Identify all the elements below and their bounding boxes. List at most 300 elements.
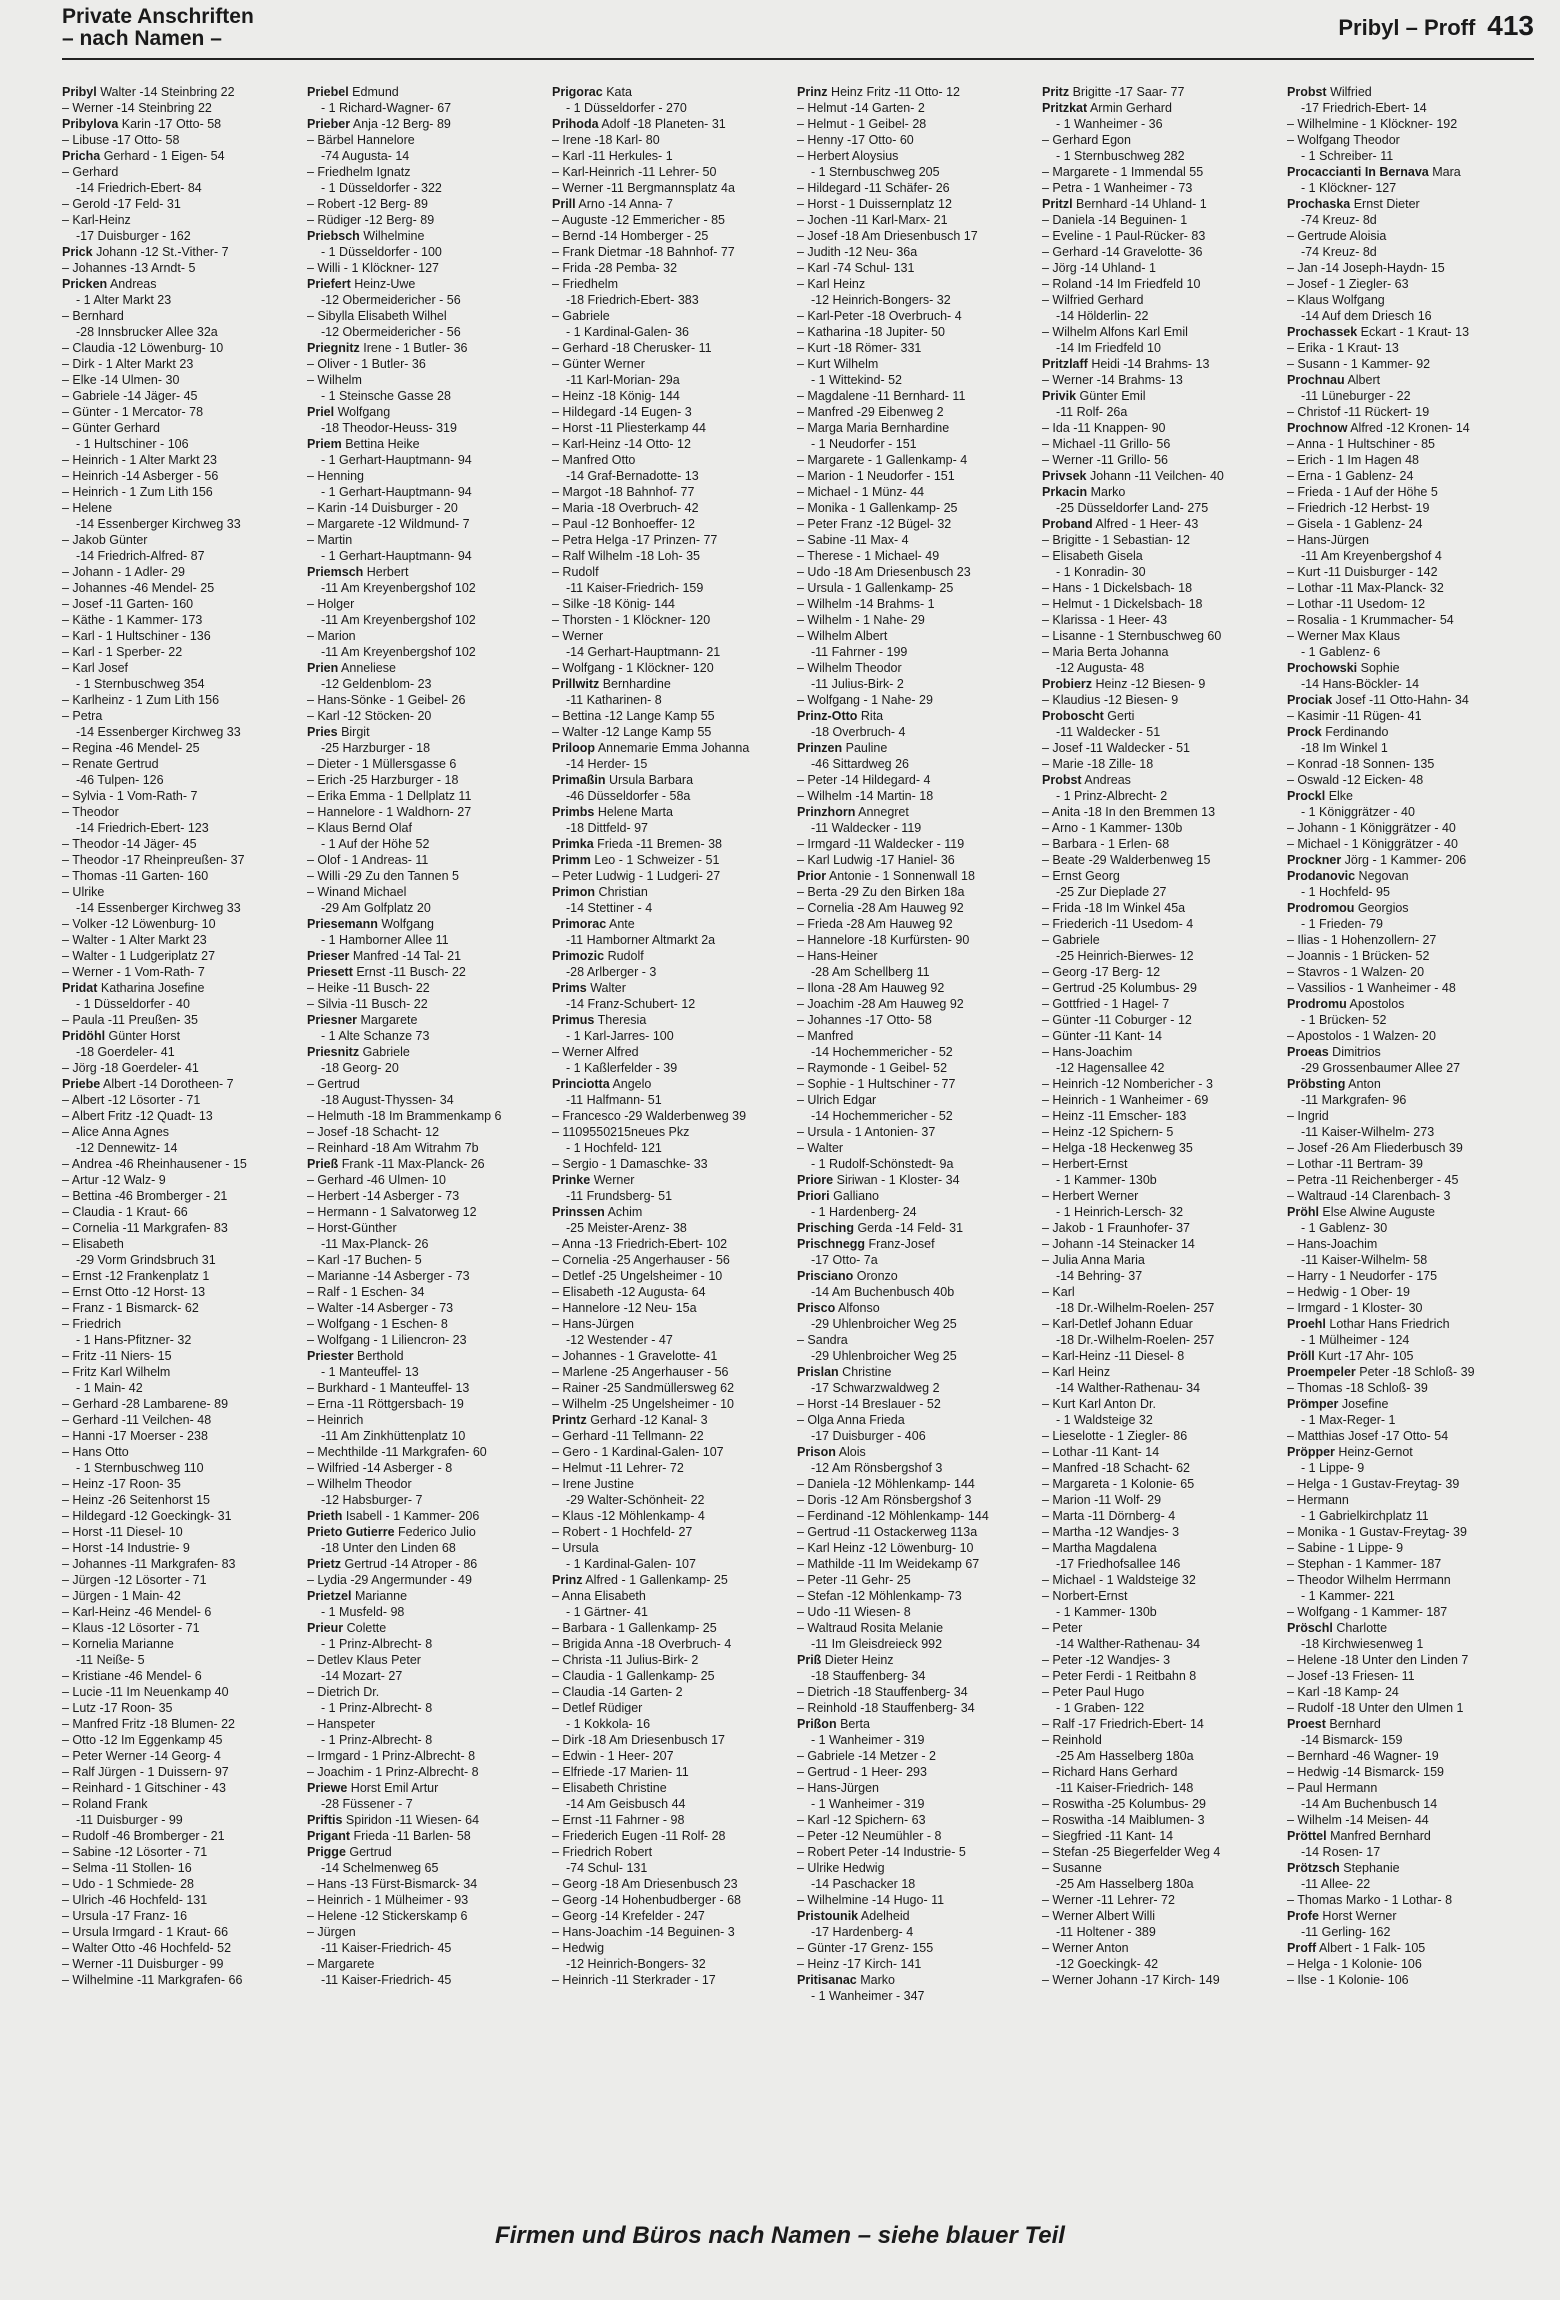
directory-entry: -28 Am Schellberg 11 [811, 965, 930, 979]
directory-entry: – Peter -11 Gehr- 25 [797, 1573, 911, 1587]
directory-entry: - 1 Königgrätzer - 40 [1301, 805, 1415, 819]
directory-entry: – Udo - 1 Schmiede- 28 [62, 1877, 195, 1891]
directory-entry: – Claudia -12 Löwenburg- 10 [62, 341, 224, 355]
directory-entry: – Georg -14 Krefelder - 247 [552, 1909, 705, 1923]
surname: Prkacin [1042, 485, 1088, 499]
directory-entry: – Gerhard -28 Lambarene- 89 [62, 1397, 229, 1411]
surname: Probst [1042, 773, 1082, 787]
directory-entry: – Brigida Anna -18 Overbruch- 4 [552, 1637, 732, 1651]
directory-entry: – Josef -11 Waldecker - 51 [1042, 741, 1190, 755]
directory-entry: Prockner Jörg - 1 Kammer- 206 [1287, 853, 1467, 867]
directory-entry: – Thorsten - 1 Klöckner- 120 [552, 613, 711, 627]
directory-entry: - 1 Waldsteige 32 [1056, 1413, 1153, 1427]
directory-entry: - 1 Wanheimer - 319 [811, 1733, 925, 1747]
directory-entry: Pristounik Adelheid [797, 1909, 910, 1923]
directory-entry: Priesemann Wolfgang [307, 917, 434, 931]
directory-entry: – Hildegard -11 Schäfer- 26 [797, 181, 950, 195]
directory-entry: – Julia Anna Maria [1042, 1253, 1145, 1267]
directory-entry: – Werner [552, 629, 604, 643]
directory-entry: – Walter [797, 1141, 844, 1155]
directory-entry: – Werner -14 Brahms- 13 [1042, 373, 1183, 387]
directory-entry: – Robert Peter -14 Industrie- 5 [797, 1845, 966, 1859]
surname: Priefert [307, 277, 351, 291]
directory-entry: – Hedwig -14 Bismarck- 159 [1287, 1765, 1445, 1779]
directory-entry: – Werner Johann -17 Kirch- 149 [1042, 1973, 1220, 1987]
directory-entry: – Stefan -25 Biegerfelder Weg 4 [1042, 1845, 1221, 1859]
directory-entry: – Martha -12 Wandjes- 3 [1042, 1525, 1180, 1539]
directory-entry: Prochassek Eckart - 1 Kraut- 13 [1287, 325, 1470, 339]
directory-entry: - 1 Kammer- 130b [1056, 1173, 1157, 1187]
directory-entry: – Ursula - 1 Gallenkamp- 25 [797, 581, 954, 595]
directory-entry: – Ralf - 1 Eschen- 34 [307, 1285, 425, 1299]
directory-entry: – Karl Heinz [797, 277, 866, 291]
directory-entry: - 1 Gerhart-Hauptmann- 94 [321, 453, 472, 467]
surname: Pristounik [797, 1909, 859, 1923]
surname: Proest [1287, 1717, 1326, 1731]
directory-entry: -18 Theodor-Heuss- 319 [321, 421, 457, 435]
directory-entry: – Friederich Eugen -11 Rolf- 28 [552, 1829, 726, 1843]
directory-entry: – Ulrike [62, 885, 105, 899]
directory-entry: – Heinrich -12 Nombericher - 3 [1042, 1077, 1213, 1091]
directory-entry: - 1 Manteuffel- 13 [321, 1365, 419, 1379]
directory-entry: – Burkhard - 1 Manteuffel- 13 [307, 1381, 470, 1395]
directory-entry: – Olga Anna Frieda [797, 1413, 905, 1427]
directory-entry: -18 Stauffenberg- 34 [811, 1669, 926, 1683]
surname: Priebe [62, 1077, 101, 1091]
directory-entry: – Georg -14 Hohenbudberger - 68 [552, 1893, 742, 1907]
directory-entry: Priesett Ernst -11 Busch- 22 [307, 965, 466, 979]
directory-entry: – Mechthilde -11 Markgrafen- 60 [307, 1445, 487, 1459]
surname: Pridat [62, 981, 98, 995]
directory-entry: – Petra [62, 709, 103, 723]
directory-entry: - 1 Graben- 122 [1056, 1701, 1145, 1715]
directory-entry: – Udo -18 Am Driesenbusch 23 [797, 565, 971, 579]
directory-entry: Prockl Elke [1287, 789, 1354, 803]
surname: Priftis [307, 1813, 343, 1827]
directory-entry: – Ursula Irmgard - 1 Kraut- 66 [62, 1925, 229, 1939]
directory-entry: -14 Auf dem Driesch 16 [1301, 309, 1432, 323]
directory-entry: – Marion - 1 Neudorfer - 151 [797, 469, 955, 483]
directory-entry: - 1 Kammer- 130b [1056, 1605, 1157, 1619]
directory-entry: – Lucie -11 Im Neuenkamp 40 [62, 1685, 229, 1699]
directory-entry: - 1 Sternbuschweg 110 [76, 1461, 204, 1475]
directory-entry: -29 Uhlenbroicher Weg 25 [811, 1317, 957, 1331]
directory-entry: – Sergio - 1 Damaschke- 33 [552, 1157, 708, 1171]
directory-entry: – Jürgen - 1 Main- 42 [62, 1589, 181, 1603]
directory-entry: – Ernst Otto -12 Horst- 13 [62, 1285, 206, 1299]
directory-entry: – Theodor Wilhelm Herrmann [1287, 1573, 1451, 1587]
directory-entry: – Eveline - 1 Paul-Rücker- 83 [1042, 229, 1206, 243]
directory-entry: – Gero - 1 Kardinal-Galen- 107 [552, 1445, 724, 1459]
directory-entry: – Karl Heinz -12 Löwenburg- 10 [797, 1541, 974, 1555]
directory-entry: - 1 Kammer- 221 [1301, 1589, 1395, 1603]
directory-entry: – Elisabeth -12 Augusta- 64 [552, 1285, 706, 1299]
directory-entry: -12 Augusta- 48 [1056, 661, 1145, 675]
surname: Prinzen [797, 741, 843, 755]
directory-entry: – Albert Fritz -12 Quadt- 13 [62, 1109, 213, 1123]
directory-entry: – Lothar -11 Max-Planck- 32 [1287, 581, 1444, 595]
directory-entry: – Manfred -29 Eibenweg 2 [797, 405, 944, 419]
directory-entry: – Josef -13 Friesen- 11 [1287, 1669, 1415, 1683]
directory-entry: Pribylova Karin -17 Otto- 58 [62, 117, 222, 131]
directory-entry: – Manfred Otto [552, 453, 636, 467]
directory-entry: – Hans-Jürgen [552, 1317, 634, 1331]
directory-entry: – Waltraud -14 Clarenbach- 3 [1287, 1189, 1451, 1203]
surname: Pritzl [1042, 197, 1073, 211]
directory-entry: – Peter [1042, 1621, 1083, 1635]
directory-entry: -12 Obermeidericher - 56 [321, 293, 461, 307]
directory-entry: -11 Lüneburger - 22 [1301, 389, 1411, 403]
directory-entry: – Karin -14 Duisburger - 20 [307, 501, 458, 515]
directory-entry: – Paula -11 Preußen- 35 [62, 1013, 198, 1027]
directory-entry: – Bernhard [62, 309, 124, 323]
directory-entry: – Andrea -46 Rheinhausener - 15 [62, 1157, 247, 1171]
directory-entry: – Sylvia - 1 Vom-Rath- 7 [62, 789, 198, 803]
directory-entry: – Karl - 1 Sperber- 22 [62, 645, 183, 659]
directory-entry: – Ulrike Hedwig [797, 1861, 885, 1875]
directory-entry: - 1 Brücken- 52 [1301, 1013, 1387, 1027]
directory-entry: – Ulrich Edgar [797, 1093, 877, 1107]
directory-entry: – 1109550215neues Pkz [552, 1125, 690, 1139]
directory-entry: - 1 Gerhart-Hauptmann- 94 [321, 485, 472, 499]
directory-entry: – Libuse -17 Otto- 58 [62, 133, 180, 147]
directory-entry: -11 Hamborner Altmarkt 2a [566, 933, 716, 947]
surname: Prisco [797, 1301, 836, 1315]
directory-entry: Pritzl Bernhard -14 Uhland- 1 [1042, 197, 1207, 211]
surname: Probierz [1042, 677, 1093, 691]
directory-entry: – Margot -18 Bahnhof- 77 [552, 485, 695, 499]
directory-entry: – Gertrud [307, 1077, 360, 1091]
directory-entry: Prisciano Oronzo [797, 1269, 898, 1283]
directory-entry: Prinz Alfred - 1 Gallenkamp- 25 [552, 1573, 728, 1587]
directory-entry: – Helmut -11 Lehrer- 72 [552, 1461, 684, 1475]
directory-entry: – Hannelore -12 Neu- 15a [552, 1301, 697, 1315]
directory-entry: – Joannis - 1 Brücken- 52 [1287, 949, 1430, 963]
directory-entry: Prior Antonie - 1 Sonnenwall 18 [797, 869, 975, 883]
directory-entry: – Wolfgang - 1 Kammer- 187 [1287, 1605, 1448, 1619]
directory-entry: – Marga Maria Bernhardine [797, 421, 950, 435]
surname: Priesner [307, 1013, 358, 1027]
directory-column [307, 84, 552, 2204]
surname: Princiotta [552, 1077, 610, 1091]
directory-entry: -14 Essenberger Kirchweg 33 [76, 517, 241, 531]
directory-entry: -14 Hans-Böckler- 14 [1301, 677, 1420, 691]
directory-entry: – Wilhelm Alfons Karl Emil [1042, 325, 1188, 339]
directory-entry: -29 Vorm Grindsbruch 31 [76, 1253, 216, 1267]
directory-entry: -11 Am Zinkhüttenplatz 10 [321, 1429, 466, 1443]
directory-entry: -25 Heinrich-Bierwes- 12 [1056, 949, 1194, 963]
directory-entry: -12 Habsburger- 7 [321, 1493, 423, 1507]
surname: Prihoda [552, 117, 599, 131]
directory-entry: - 1 Gerhart-Hauptmann- 94 [321, 549, 472, 563]
directory-entry: – Hans-Joachim [1042, 1045, 1133, 1059]
directory-entry: Prisching Gerda -14 Feld- 31 [797, 1221, 964, 1235]
directory-entry: -14 Bismarck- 159 [1301, 1733, 1403, 1747]
directory-entry: Prillwitz Bernhardine [552, 677, 671, 691]
directory-entry: – Thomas -18 Schloß- 39 [1287, 1381, 1428, 1395]
directory-entry: -11 Am Kreyenbergshof 102 [321, 581, 476, 595]
directory-entry: Prieser Manfred -14 Tal- 21 [307, 949, 462, 963]
directory-entry: -11 Holtener - 389 [1056, 1925, 1156, 1939]
directory-entry: – Siegfried -11 Kant- 14 [1042, 1829, 1174, 1843]
directory-entry: Prieber Anja -12 Berg- 89 [307, 117, 451, 131]
directory-entry: Pröttel Manfred Bernhard [1287, 1829, 1431, 1843]
directory-entry: Prisco Alfonso [797, 1301, 880, 1315]
directory-entry: - 1 Wanheimer - 347 [811, 1989, 925, 2003]
directory-entry: -29 Grossenbaumer Allee 27 [1301, 1061, 1461, 1075]
surname: Prinz-Otto [797, 709, 858, 723]
directory-entry: – Sibylla Elisabeth Wilhel [307, 309, 447, 323]
directory-entry: -11 Fahrner - 199 [811, 645, 908, 659]
directory-entry: – Helene -18 Unter den Linden 7 [1287, 1653, 1469, 1667]
directory-entry: – Klaus Wolfgang [1287, 293, 1385, 307]
surname: Privsek [1042, 469, 1087, 483]
surname: Prislan [797, 1365, 839, 1379]
directory-entry: – Josef - 1 Ziegler- 63 [1287, 277, 1409, 291]
directory-entry: – Petra Helga -17 Prinzen- 77 [552, 533, 718, 547]
directory-entry: - 1 Konradin- 30 [1056, 565, 1146, 579]
directory-entry: - 1 Hochfeld- 95 [1301, 885, 1390, 899]
directory-entry: – Werner - 1 Vom-Rath- 7 [62, 965, 205, 979]
directory-entry: -74 Augusta- 14 [321, 149, 410, 163]
directory-entry: – Erika Emma - 1 Dellplatz 11 [307, 789, 472, 803]
directory-entry: Probierz Heinz -12 Biesen- 9 [1042, 677, 1206, 691]
directory-entry: – Peter -14 Hildegard- 4 [797, 773, 931, 787]
directory-entry: Priesnitz Gabriele [307, 1045, 410, 1059]
surname: Privik [1042, 389, 1077, 403]
directory-entry: – Oliver - 1 Butler- 36 [307, 357, 426, 371]
directory-entry: – Detlef Rüdiger [552, 1701, 643, 1715]
directory-entry: – Kasimir -11 Rügen- 41 [1287, 709, 1422, 723]
directory-entry: – Karl -11 Herkules- 1 [552, 149, 673, 163]
directory-entry: – Hermann - 1 Salvatorweg 12 [307, 1205, 477, 1219]
directory-entry: – Winand Michael [307, 885, 407, 899]
directory-entry: – Karl-Detlef Johann Eduar [1042, 1317, 1193, 1331]
directory-entry: Primka Frieda -11 Bremen- 38 [552, 837, 722, 851]
directory-entry: – Michael -11 Grillo- 56 [1042, 437, 1171, 451]
directory-entry: – Elisabeth Christine [552, 1781, 667, 1795]
surname: Priem [307, 437, 342, 451]
directory-entry: Prochowski Sophie [1287, 661, 1400, 675]
surname: Priesemann [307, 917, 378, 931]
directory-entry: – Helmut - 1 Dickelsbach- 18 [1042, 597, 1203, 611]
directory-entry: -11 Im Gleisdreieck 992 [811, 1637, 943, 1651]
directory-entry: – Helmut - 1 Geibel- 28 [797, 117, 927, 131]
directory-entry: – Wilhelm -14 Brahms- 1 [797, 597, 935, 611]
directory-entry: – Stavros - 1 Walzen- 20 [1287, 965, 1425, 979]
directory-entry: Priloop Annemarie Emma Johanna [552, 741, 750, 755]
directory-entry: -11 Kaiser-Friedrich- 159 [566, 581, 704, 595]
directory-entry: – Friedhelm [552, 277, 618, 291]
directory-entry: Princiotta Angelo [552, 1077, 652, 1091]
surname: Priester [307, 1349, 354, 1363]
directory-entry: – Friedhelm Ignatz [307, 165, 411, 179]
directory-entry: – Lothar -11 Usedom- 12 [1287, 597, 1426, 611]
directory-entry: – Bettina -46 Bromberger - 21 [62, 1189, 228, 1203]
directory-entry: Primus Theresia [552, 1013, 647, 1027]
directory-entry: – Bettina -12 Lange Kamp 55 [552, 709, 715, 723]
surname: Prinzhorn [797, 805, 856, 819]
directory-entry: – Margarete - 1 Immendal 55 [1042, 165, 1204, 179]
directory-entry: -25 Zur Dieplade 27 [1056, 885, 1167, 899]
directory-entry: – Lisanne - 1 Sternbuschweg 60 [1042, 629, 1222, 643]
directory-entry: – Willi -29 Zu den Tannen 5 [307, 869, 459, 883]
directory-entry: -46 Sittardweg 26 [811, 757, 909, 771]
directory-entry: – Dieter - 1 Müllersgasse 6 [307, 757, 457, 771]
directory-entry: - 1 Alter Markt 23 [76, 293, 172, 307]
directory-entry: -12 Westender - 47 [566, 1333, 673, 1347]
surname: Pröhl [1287, 1205, 1319, 1219]
directory-entry: -11 Am Kreyenbergshof 102 [321, 645, 476, 659]
directory-entry: -11 Katharinen- 8 [566, 693, 662, 707]
surname: Priewe [307, 1781, 348, 1795]
directory-entry: – Elisabeth Gisela [1042, 549, 1143, 563]
surname: Primus [552, 1013, 595, 1027]
directory-entry: Prieto Gutierre Federico Julio [307, 1525, 476, 1539]
directory-entry: -14 Behring- 37 [1056, 1269, 1143, 1283]
surname: Pricha [62, 149, 101, 163]
directory-entry: Prochnow Alfred -12 Kronen- 14 [1287, 421, 1470, 435]
directory-entry: – Werner -14 Steinbring 22 [62, 101, 212, 115]
directory-entry: – Ralf Wilhelm -18 Loh- 35 [552, 549, 700, 563]
directory-entry: – Anna -13 Friedrich-Ebert- 102 [552, 1237, 728, 1251]
directory-entry: -17 Duisburger - 162 [76, 229, 191, 243]
directory-entry: – Elfriede -17 Marien- 11 [552, 1765, 689, 1779]
directory-entry: – Willi - 1 Klöckner- 127 [307, 261, 439, 275]
directory-entry: Profe Horst Werner [1287, 1909, 1397, 1923]
section-title-line2: – nach Namen – [62, 27, 222, 50]
directory-entry: Prigorac Kata [552, 85, 632, 99]
directory-entry: -12 Heinrich-Bongers- 32 [811, 293, 951, 307]
surname: Prietzel [307, 1589, 352, 1603]
directory-entry: - 1 Prinz-Albrecht- 2 [1056, 789, 1168, 803]
directory-entry: – Fritz Karl Wilhelm [62, 1365, 171, 1379]
directory-entry: - 1 Hamborner Allee 11 [321, 933, 449, 947]
directory-entry: – Barbara - 1 Erlen- 68 [1042, 837, 1170, 851]
directory-entry: – Erich - 1 Im Hagen 48 [1287, 453, 1420, 467]
directory-entry: – Johann - 1 Adler- 29 [62, 565, 185, 579]
surname: Priel [307, 405, 335, 419]
surname: Prinz [797, 85, 828, 99]
directory-entry: – Josef -26 Am Fliederbusch 39 [1287, 1141, 1463, 1155]
directory-entry: – Friedrich [62, 1317, 122, 1331]
directory-entry: – Jakob Günter [62, 533, 148, 547]
directory-entry: Priori Galliano [797, 1189, 879, 1203]
directory-entry: – Magdalene -11 Bernhard- 11 [797, 389, 966, 403]
directory-entry: Pröll Kurt -17 Ahr- 105 [1287, 1349, 1414, 1363]
directory-entry: – Thomas -11 Garten- 160 [62, 869, 209, 883]
directory-entry: Prislan Christine [797, 1365, 892, 1379]
directory-entry: - 1 Kardinal-Galen- 107 [566, 1557, 696, 1571]
directory-entry: - 1 Hardenberg- 24 [811, 1205, 917, 1219]
directory-entry: – Manfred [797, 1029, 854, 1043]
directory-entry: – Roswitha -14 Maiblumen- 3 [1042, 1813, 1205, 1827]
directory-entry: – Irene -18 Karl- 80 [552, 133, 660, 147]
directory-entry: – Peter Werner -14 Georg- 4 [62, 1749, 221, 1763]
directory-entry: -18 Kirchwiesenweg 1 [1301, 1637, 1424, 1651]
surname: Prinssen [552, 1205, 605, 1219]
directory-entry: – Georg -17 Berg- 12 [1042, 965, 1161, 979]
directory-entry: – Ralf Jürgen - 1 Duissern- 97 [62, 1765, 229, 1779]
surname: Prieber [307, 117, 351, 131]
directory-entry: – Margarete -12 Wildmund- 7 [307, 517, 470, 531]
directory-entry: – Henning [307, 469, 364, 483]
directory-entry: - 1 Sternbuschweg 205 [811, 165, 940, 179]
directory-entry: – Werner Alfred [552, 1045, 639, 1059]
directory-entry: – Peter -12 Neumühler - 8 [797, 1829, 942, 1843]
surname: Primka [552, 837, 594, 851]
directory-entry: - 1 Prinz-Albrecht- 8 [321, 1637, 433, 1651]
surname: Pritisanac [797, 1973, 857, 1987]
directory-column [1287, 84, 1532, 2204]
directory-entry: – Heinz -17 Kirch- 141 [797, 1957, 922, 1971]
directory-entry: Prinke Werner [552, 1173, 635, 1187]
directory-entry: – Lothar -11 Bertram- 39 [1287, 1157, 1423, 1171]
directory-entry: – Peter Ferdi - 1 Reitbahn 8 [1042, 1669, 1197, 1683]
directory-entry: – Ilona -28 Am Hauweg 92 [797, 981, 945, 995]
directory-entry: Prinz Heinz Fritz -11 Otto- 12 [797, 85, 961, 99]
surname: Prinz [552, 1573, 583, 1587]
directory-entry: – Artur -12 Walz- 9 [62, 1173, 166, 1187]
directory-entry: Pritisanac Marko [797, 1973, 895, 1987]
directory-entry: – Walter - 1 Ludgeriplatz 27 [62, 949, 216, 963]
directory-entry: – Irmgard - 1 Kloster- 30 [1287, 1301, 1423, 1315]
directory-entry: – Daniela -12 Möhlenkamp- 144 [797, 1477, 975, 1491]
directory-entry: Pröhl Else Alwine Auguste [1287, 1205, 1435, 1219]
directory-entry: – Hedwig [552, 1941, 605, 1955]
directory-entry: – Hans-Jürgen [1287, 533, 1369, 547]
directory-entry: – Gerold -17 Feld- 31 [62, 197, 181, 211]
surname: Priloop [552, 741, 596, 755]
directory-entry: – Wilhelm -25 Ungelsheimer - 10 [552, 1397, 735, 1411]
directory-entry: – Alice Anna Agnes [62, 1125, 170, 1139]
surname: Prockl [1287, 789, 1326, 803]
directory-entry: – Konrad -18 Sonnen- 135 [1287, 757, 1435, 771]
directory-entry: – Johannes -17 Otto- 58 [797, 1013, 932, 1027]
directory-entry: – Karl Heinz [1042, 1365, 1111, 1379]
directory-entry: – Norbert-Ernst [1042, 1589, 1128, 1603]
surname: Proff [1287, 1941, 1317, 1955]
directory-entry: – Michael - 1 Waldsteige 32 [1042, 1573, 1196, 1587]
directory-entry: Priebe Albert -14 Dorotheen- 7 [62, 1077, 234, 1091]
directory-entry: – Waltraud Rosita Melanie [797, 1621, 944, 1635]
directory-entry: Priebsch Wilhelmine [307, 229, 425, 243]
directory-entry: – Theodor -14 Jäger- 45 [62, 837, 197, 851]
directory-entry: – Horst -11 Diesel- 10 [62, 1525, 183, 1539]
directory-entry: – Johann - 1 Königgrätzer - 40 [1287, 821, 1456, 835]
directory-entry: -28 Arlberger - 3 [566, 965, 657, 979]
directory-entry: – Josef -18 Am Driesenbusch 17 [797, 229, 978, 243]
directory-entry: Pritzlaff Heidi -14 Brahms- 13 [1042, 357, 1210, 371]
directory-entry: – Reinhold -18 Stauffenberg- 34 [797, 1701, 975, 1715]
directory-entry: – Günter -11 Coburger - 12 [1042, 1013, 1192, 1027]
directory-entry: -18 Goerdeler- 41 [76, 1045, 175, 1059]
surname: Printz [552, 1413, 587, 1427]
surname: Prigorac [552, 85, 603, 99]
directory-entry: – Karl -17 Buchen- 5 [307, 1253, 422, 1267]
directory-entry: – Elke -14 Ulmen- 30 [62, 373, 180, 387]
surname: Primozic [552, 949, 605, 963]
directory-entry: – Heinrich - 1 Alter Markt 23 [62, 453, 217, 467]
directory-entry: – Wilhelm -14 Meisen- 44 [1287, 1813, 1429, 1827]
directory-entry: – Jürgen -12 Lösorter - 71 [62, 1573, 207, 1587]
directory-entry: – Wolfgang - 1 Klöckner- 120 [552, 661, 714, 675]
directory-entry: – Josef -18 Schacht- 12 [307, 1125, 440, 1139]
directory-entry: -11 Kaiser-Wilhelm- 58 [1301, 1253, 1428, 1267]
directory-entry: – Wilhelm Theodor [797, 661, 902, 675]
directory-entry: – Ingrid [1287, 1109, 1329, 1123]
directory-entry: – Karl -12 Stöcken- 20 [307, 709, 432, 723]
